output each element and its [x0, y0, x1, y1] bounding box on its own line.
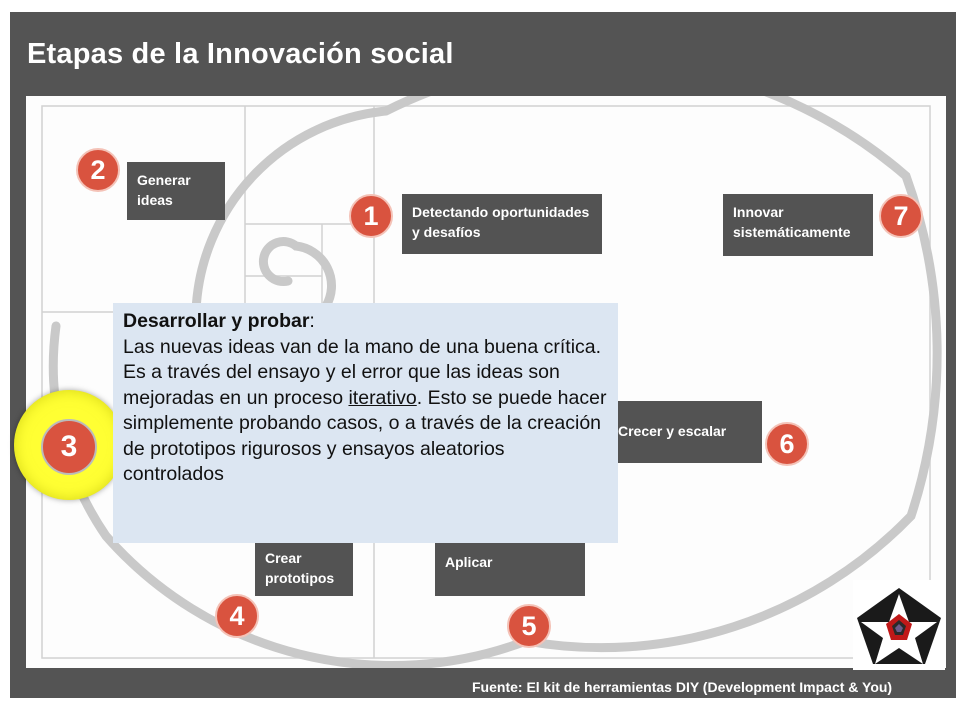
callout-text-after: . Esto se puede hacer simplemente probando casos, o a través de la creación de prototipos rigurosos y ensayos aleatorios controlados	[123, 386, 607, 485]
stage-number-7: 7	[879, 194, 923, 238]
stage-number-5: 5	[507, 604, 551, 648]
callout-text-before: Las nuevas ideas van de la mano de una buena crítica. Es a través del ensayo y el error que las ideas son mejoradas en un proceso	[123, 335, 602, 409]
stage-box-6	[608, 401, 762, 463]
stage-box-2	[127, 162, 225, 220]
stage-box-1	[402, 194, 602, 254]
star-pentagon-logo	[853, 580, 945, 670]
callout-heading: Desarrollar y probar	[123, 310, 310, 332]
stage-3-callout: Desarrollar y probar: Las nuevas ideas van de la mano de una buena crítica. Es a través del ensayo y el error que las ideas son mejoradas en un proceso iterativo. Esto se puede hacer simplemente probando casos, o a través de la creación de prototipos rigurosos y ensayos aleatorios controlados	[113, 303, 618, 543]
callout-underlined-term: iterativo	[348, 386, 417, 409]
stage-label-4: Crear prototipos	[265, 550, 335, 586]
stage-box-4	[255, 540, 353, 596]
stage-label-1: Detectando oportunidades y desafíos	[412, 204, 590, 240]
stage-label-7: Innovar sistemáticamente	[733, 204, 851, 240]
stage-label-2: Generar ideas	[137, 172, 191, 208]
stage-box-7	[723, 194, 873, 256]
slide-title: Etapas de la Innovación social	[27, 38, 454, 70]
stage-number-3[interactable]: 3	[41, 419, 97, 475]
source-footer: Fuente: El kit de herramientas DIY (Development Impact & You)	[472, 679, 893, 695]
stage-number-1: 1	[349, 194, 393, 238]
stage-label-5: Aplicar	[445, 554, 493, 570]
stage-number-6: 6	[765, 422, 809, 466]
stage-label-6: Crecer y escalar	[618, 423, 727, 439]
stage-number-4: 4	[215, 594, 259, 638]
stage-number-2: 2	[76, 148, 120, 192]
stage-box-5	[435, 540, 585, 596]
